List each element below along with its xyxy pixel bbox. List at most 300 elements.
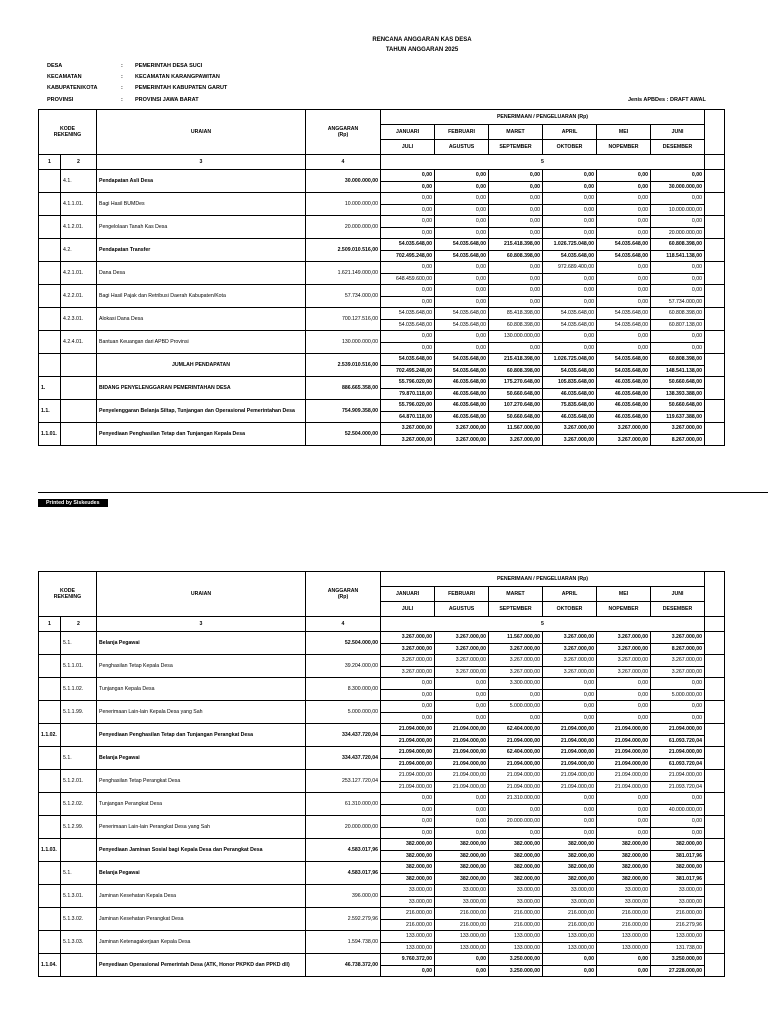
month-value-cell: 3.267.000,00 (381, 434, 435, 446)
table-row (39, 931, 725, 943)
col-kode-rekening: KODE REKENING (39, 572, 97, 617)
month-value-cell: 382.000,00 (651, 862, 705, 874)
month-value-cell: 3.267.000,00 (597, 666, 651, 678)
overflow-cell (705, 885, 725, 908)
month-value-cell: 0,00 (489, 342, 543, 354)
uraian-cell: Pendapatan Transfer (97, 239, 306, 262)
table-row (39, 193, 725, 205)
overflow-cell (705, 701, 725, 724)
month-value-cell: 0,00 (543, 678, 597, 690)
anggaran-cell: 1.621.149.000,00 (306, 262, 381, 285)
anggaran-cell: 30.000.000,00 (306, 170, 381, 193)
kode-rekening-level-2: 5.1.2.99. (61, 816, 97, 839)
month-value-cell: 21.094.000,00 (381, 735, 435, 747)
month-value-cell: 382.000,00 (597, 873, 651, 885)
anggaran-cell: 334.437.720,04 (306, 724, 381, 747)
month-value-cell: 54.035.648,00 (543, 250, 597, 262)
month-value-cell: 381.017,96 (651, 850, 705, 862)
month-value-cell: 33.000,00 (543, 896, 597, 908)
month-value-cell: 0,00 (381, 827, 435, 839)
month-value-cell: 0,00 (543, 689, 597, 701)
month-value-cell: 0,00 (597, 701, 651, 713)
anggaran-cell: 4.583.017,96 (306, 839, 381, 862)
kode-rekening-level-1: 1.1.04. (39, 954, 61, 977)
month-value-cell: 3.267.000,00 (597, 643, 651, 655)
kode-rekening-level-1: 1.1.01. (39, 423, 61, 446)
uraian-cell: Penyediaan Penghasilan Tetap dan Tunjangan Perangkat Desa (97, 724, 306, 747)
month-value-cell: 0,00 (435, 954, 489, 966)
month-value-cell: 0,00 (381, 285, 435, 297)
col-month-9: OKTOBER (543, 140, 597, 155)
month-value-cell: 0,00 (435, 816, 489, 828)
kode-rekening-level-2: 4.1. (61, 170, 97, 193)
month-value-cell: 0,00 (543, 193, 597, 205)
month-value-cell: 21.310.000,00 (489, 793, 543, 805)
month-value-cell: 21.094.000,00 (381, 781, 435, 793)
month-value-cell: 9.760.372,00 (381, 954, 435, 966)
month-value-cell: 382.000,00 (543, 862, 597, 874)
month-value-cell: 11.567.000,00 (489, 423, 543, 435)
col-anggaran: ANGGARAN (Rp) (306, 110, 381, 155)
uraian-cell: Pendapatan Asli Desa (97, 170, 306, 193)
month-value-cell: 54.035.648,00 (381, 308, 435, 320)
month-value-cell: 216.000,00 (489, 919, 543, 931)
month-value-cell: 46.035.648,00 (435, 411, 489, 423)
month-value-cell: 3.267.000,00 (435, 643, 489, 655)
month-value-cell: 21.094.000,00 (543, 770, 597, 782)
month-value-cell: 3.267.000,00 (651, 423, 705, 435)
month-value-cell: 54.035.648,00 (435, 239, 489, 251)
kode-rekening-level-1 (39, 262, 61, 285)
month-value-cell: 0,00 (435, 227, 489, 239)
table-row (39, 724, 725, 736)
month-value-cell: 21.094.000,00 (381, 758, 435, 770)
overflow-cell (705, 724, 725, 747)
anggaran-cell: 10.000.000,00 (306, 193, 381, 216)
table-row (39, 423, 725, 435)
kode-rekening-level-2: 5.1.3.02. (61, 908, 97, 931)
month-value-cell: 0,00 (543, 793, 597, 805)
month-value-cell: 46.035.648,00 (435, 377, 489, 389)
month-value-cell: 133.000,00 (489, 931, 543, 943)
budget-table-page-2 (38, 571, 725, 977)
kode-rekening-level-1 (39, 285, 61, 308)
month-value-cell: 0,00 (381, 816, 435, 828)
kode-rekening-level-2: 5.1.3.03. (61, 931, 97, 954)
month-value-cell: 0,00 (489, 193, 543, 205)
anggaran-cell: 61.310.000,00 (306, 793, 381, 816)
month-value-cell: 382.000,00 (597, 862, 651, 874)
month-value-cell: 33.000,00 (435, 896, 489, 908)
month-value-cell: 3.267.000,00 (597, 423, 651, 435)
month-value-cell: 57.734.000,00 (651, 296, 705, 308)
month-value-cell: 648.459.600,00 (381, 273, 435, 285)
month-value-cell: 0,00 (651, 816, 705, 828)
kode-rekening-level-1 (39, 239, 61, 262)
month-value-cell: 0,00 (381, 193, 435, 205)
month-value-cell: 60.808.398,00 (489, 365, 543, 377)
month-value-cell: 3.267.000,00 (543, 643, 597, 655)
month-value-cell: 0,00 (543, 204, 597, 216)
month-value-cell: 0,00 (543, 273, 597, 285)
month-value-cell: 33.000,00 (435, 885, 489, 897)
overflow-cell (705, 678, 725, 701)
anggaran-cell: 8.300.000,00 (306, 678, 381, 701)
month-value-cell: 60.808.398,00 (651, 354, 705, 366)
month-value-cell: 0,00 (489, 170, 543, 182)
meta-kecamatan: KECAMATAN : KECAMATAN KARANGPAWITAN (47, 74, 220, 80)
month-value-cell: 0,00 (597, 285, 651, 297)
kode-rekening-level-2: 5.1.2.01. (61, 770, 97, 793)
month-value-cell: 3.267.000,00 (651, 666, 705, 678)
kode-rekening-level-2: 5.1.2.02. (61, 793, 97, 816)
month-value-cell: 0,00 (597, 193, 651, 205)
month-value-cell: 75.835.648,00 (543, 400, 597, 412)
uraian-cell: Pengelolaan Tanah Kas Desa (97, 216, 306, 239)
col-month-11: DESEMBER (651, 602, 705, 617)
month-value-cell: 0,00 (435, 285, 489, 297)
month-value-cell: 62.404.000,00 (489, 724, 543, 736)
month-value-cell: 216.000,00 (543, 908, 597, 920)
month-value-cell: 382.000,00 (435, 839, 489, 851)
printed-by-label: Printed by Siskeudes (38, 499, 108, 507)
table-row (39, 954, 725, 966)
kode-rekening-level-2: 5.1. (61, 747, 97, 770)
anggaran-cell: 20.000.000,00 (306, 216, 381, 239)
report-title: RENCANA ANGGARAN KAS DESA (372, 37, 472, 43)
month-value-cell: 20.000.000,00 (489, 816, 543, 828)
anggaran-cell: 4.583.017,96 (306, 862, 381, 885)
month-value-cell: 133.000,00 (489, 942, 543, 954)
month-value-cell: 55.796.020,00 (381, 377, 435, 389)
kode-rekening-level-1 (39, 747, 61, 770)
month-value-cell: 3.267.000,00 (435, 434, 489, 446)
overflow-cell (705, 793, 725, 816)
anggaran-cell: 700.127.516,00 (306, 308, 381, 331)
month-value-cell: 0,00 (489, 216, 543, 228)
month-value-cell: 0,00 (651, 193, 705, 205)
month-value-cell: 216.000,00 (597, 908, 651, 920)
month-value-cell: 3.300.000,00 (489, 678, 543, 690)
month-value-cell: 54.035.648,00 (543, 319, 597, 331)
month-value-cell: 0,00 (651, 170, 705, 182)
table-row (39, 862, 725, 874)
overflow-cell (705, 239, 725, 262)
month-value-cell: 33.000,00 (651, 896, 705, 908)
month-value-cell: 0,00 (597, 216, 651, 228)
month-value-cell: 0,00 (597, 342, 651, 354)
month-value-cell: 21.094.000,00 (597, 758, 651, 770)
month-value-cell: 215.418.398,00 (489, 239, 543, 251)
uraian-cell: Jaminan Kesehatan Perangkat Desa (97, 908, 306, 931)
table-row (39, 701, 725, 713)
col-month-1: FEBRUARI (435, 125, 489, 140)
month-value-cell: 0,00 (651, 216, 705, 228)
anggaran-cell: 754.909.358,00 (306, 400, 381, 423)
table-row (39, 377, 725, 389)
month-value-cell: 21.094.000,00 (381, 770, 435, 782)
month-value-cell: 21.094.000,00 (381, 724, 435, 736)
month-value-cell: 46.035.648,00 (597, 388, 651, 400)
meta-desa: DESA : PEMERINTAH DESA SUCI (47, 63, 203, 69)
col-month-1: FEBRUARI (435, 587, 489, 602)
overflow-cell (705, 262, 725, 285)
month-value-cell: 0,00 (489, 262, 543, 274)
month-value-cell: 54.035.648,00 (543, 365, 597, 377)
kode-rekening-level-1 (39, 885, 61, 908)
kode-rekening-level-1 (39, 216, 61, 239)
month-value-cell: 0,00 (489, 804, 543, 816)
col-month-10: NOPEMBER (597, 602, 651, 617)
overflow-cell (705, 632, 725, 655)
month-value-cell: 133.000,00 (381, 942, 435, 954)
month-value-cell: 702.495.248,00 (381, 365, 435, 377)
month-value-cell: 130.000.000,00 (489, 331, 543, 343)
month-value-cell: 0,00 (543, 296, 597, 308)
col-month-6: JULI (381, 602, 435, 617)
month-value-cell: 0,00 (435, 193, 489, 205)
month-value-cell: 0,00 (597, 954, 651, 966)
month-value-cell: 3.267.000,00 (597, 655, 651, 667)
month-value-cell: 702.495.248,00 (381, 250, 435, 262)
anggaran-cell: 1.594.738,00 (306, 931, 381, 954)
uraian-cell: Tunjangan Kepala Desa (97, 678, 306, 701)
col-month-10: NOPEMBER (597, 140, 651, 155)
month-value-cell: 0,00 (435, 273, 489, 285)
month-value-cell: 54.035.648,00 (435, 365, 489, 377)
kode-rekening-level-2: 5.1.3.01. (61, 885, 97, 908)
jenis-apbdes: Jenis APBDes : DRAFT AWAL (628, 97, 706, 103)
month-value-cell: 3.267.000,00 (381, 632, 435, 644)
col-index-overflow (705, 617, 725, 632)
month-value-cell: 119.637.388,00 (651, 411, 705, 423)
month-value-cell: 0,00 (489, 827, 543, 839)
month-value-cell: 0,00 (597, 296, 651, 308)
month-value-cell: 0,00 (435, 712, 489, 724)
month-value-cell: 3.267.000,00 (381, 643, 435, 655)
col-month-4: MEI (597, 125, 651, 140)
month-value-cell: 46.035.648,00 (597, 377, 651, 389)
month-value-cell: 0,00 (651, 678, 705, 690)
month-value-cell: 382.000,00 (489, 862, 543, 874)
month-value-cell: 60.808.398,00 (651, 239, 705, 251)
anggaran-cell: 334.437.720,04 (306, 747, 381, 770)
month-value-cell: 21.094.000,00 (651, 770, 705, 782)
month-value-cell: 21.094.000,00 (543, 758, 597, 770)
month-value-cell: 0,00 (597, 827, 651, 839)
month-value-cell: 1.026.725.048,00 (543, 239, 597, 251)
kode-rekening-level-2: 4.1.2.01. (61, 216, 97, 239)
month-value-cell: 0,00 (435, 701, 489, 713)
overflow-cell (705, 862, 725, 885)
month-value-cell: 46.035.648,00 (435, 400, 489, 412)
month-value-cell: 0,00 (381, 678, 435, 690)
month-value-cell: 0,00 (651, 331, 705, 343)
kode-rekening-level-1 (39, 655, 61, 678)
month-value-cell: 54.035.648,00 (435, 250, 489, 262)
anggaran-cell: 57.734.000,00 (306, 285, 381, 308)
kode-rekening-level-2: 5.1.1.01. (61, 655, 97, 678)
month-value-cell: 216.000,00 (543, 919, 597, 931)
month-value-cell: 3.267.000,00 (435, 632, 489, 644)
month-value-cell: 3.250.000,00 (651, 954, 705, 966)
uraian-cell: Belanja Pegawai (97, 632, 306, 655)
month-value-cell: 0,00 (381, 262, 435, 274)
month-value-cell: 46.035.648,00 (435, 388, 489, 400)
col-index-2: 2 (61, 617, 97, 632)
col-month-4: MEI (597, 587, 651, 602)
month-value-cell: 0,00 (381, 965, 435, 977)
month-value-cell: 0,00 (435, 965, 489, 977)
month-value-cell: 216.000,00 (597, 919, 651, 931)
uraian-cell: Penyelenggaran Belanja Siltap, Tunjangan dan Operasional Pemerintahan Desa (97, 400, 306, 423)
kode-rekening-level-1 (39, 770, 61, 793)
month-value-cell: 382.000,00 (597, 850, 651, 862)
month-value-cell: 382.000,00 (543, 839, 597, 851)
col-month-8: SEPTEMBER (489, 140, 543, 155)
month-value-cell: 46.035.648,00 (543, 388, 597, 400)
month-value-cell: 216.279,96 (651, 919, 705, 931)
month-value-cell: 3.267.000,00 (489, 666, 543, 678)
month-value-cell: 0,00 (381, 216, 435, 228)
month-value-cell: 3.267.000,00 (651, 632, 705, 644)
col-month-6: JULI (381, 140, 435, 155)
month-value-cell: 20.000.000,00 (651, 227, 705, 239)
month-value-cell: 50.660.648,00 (651, 400, 705, 412)
overflow-cell (705, 193, 725, 216)
uraian-cell: Belanja Pegawai (97, 747, 306, 770)
month-value-cell: 381.017,96 (651, 873, 705, 885)
col-index-5: 5 (381, 155, 705, 170)
month-value-cell: 0,00 (435, 170, 489, 182)
month-value-cell: 0,00 (597, 331, 651, 343)
month-value-cell: 382.000,00 (435, 862, 489, 874)
month-value-cell: 382.000,00 (651, 839, 705, 851)
col-index-overflow (705, 155, 725, 170)
month-value-cell: 138.393.388,00 (651, 388, 705, 400)
month-value-cell: 175.270.648,00 (489, 377, 543, 389)
month-value-cell: 0,00 (489, 689, 543, 701)
month-value-cell: 133.000,00 (435, 931, 489, 943)
overflow-cell (705, 423, 725, 446)
month-value-cell: 0,00 (435, 331, 489, 343)
month-value-cell: 0,00 (435, 678, 489, 690)
table-row (39, 770, 725, 782)
month-value-cell: 0,00 (381, 701, 435, 713)
month-value-cell: 216.000,00 (435, 919, 489, 931)
uraian-cell: Alokasi Dana Desa (97, 308, 306, 331)
month-value-cell: 50.660.648,00 (489, 388, 543, 400)
month-value-cell: 0,00 (597, 273, 651, 285)
month-value-cell: 54.035.648,00 (543, 308, 597, 320)
month-value-cell: 54.035.648,00 (435, 354, 489, 366)
uraian-cell: Bagi Hasil BUMDes (97, 193, 306, 216)
month-value-cell: 0,00 (543, 965, 597, 977)
table-row (39, 331, 725, 343)
month-value-cell: 0,00 (597, 804, 651, 816)
month-value-cell: 50.660.648,00 (489, 411, 543, 423)
col-index-3: 3 (97, 617, 306, 632)
overflow-cell (705, 400, 725, 423)
month-value-cell: 382.000,00 (381, 862, 435, 874)
kode-rekening-level-2: 5.1. (61, 862, 97, 885)
uraian-cell: Bagi Hasil Pajak dan Retribusi Daerah Kabupaten/Kota (97, 285, 306, 308)
month-value-cell: 133.000,00 (543, 942, 597, 954)
month-value-cell: 0,00 (435, 827, 489, 839)
overflow-cell (705, 285, 725, 308)
month-value-cell: 0,00 (597, 712, 651, 724)
month-value-cell: 33.000,00 (381, 896, 435, 908)
month-value-cell: 0,00 (435, 793, 489, 805)
col-index-5: 5 (381, 617, 705, 632)
month-value-cell: 0,00 (435, 296, 489, 308)
month-value-cell: 0,00 (381, 689, 435, 701)
month-value-cell: 382.000,00 (435, 873, 489, 885)
kode-rekening-level-2: 4.2. (61, 239, 97, 262)
month-value-cell: 21.094.000,00 (543, 747, 597, 759)
month-value-cell: 46.035.648,00 (597, 400, 651, 412)
kode-rekening-level-2: 5.1. (61, 632, 97, 655)
col-month-11: DESEMBER (651, 140, 705, 155)
table-row (39, 678, 725, 690)
kode-rekening-level-2: 5.1.1.02. (61, 678, 97, 701)
month-value-cell: 21.094.000,00 (489, 781, 543, 793)
overflow-cell (705, 747, 725, 770)
col-month-8: SEPTEMBER (489, 602, 543, 617)
kode-rekening-level-1 (39, 354, 61, 377)
month-value-cell: 3.267.000,00 (597, 434, 651, 446)
overflow-cell (705, 816, 725, 839)
month-value-cell: 382.000,00 (489, 839, 543, 851)
uraian-cell: Penerimaan Lain-lain Perangkat Desa yang Sah (97, 816, 306, 839)
col-index-1: 1 (39, 617, 61, 632)
month-value-cell: 54.035.648,00 (597, 365, 651, 377)
month-value-cell: 0,00 (489, 285, 543, 297)
uraian-cell: Penyediaan Penghasilan Tetap dan Tunjangan Kepala Desa (97, 423, 306, 446)
month-value-cell: 0,00 (543, 954, 597, 966)
month-value-cell: 50.660.648,00 (651, 377, 705, 389)
kode-rekening-level-2: 4.2.4.01. (61, 331, 97, 354)
month-value-cell: 0,00 (543, 181, 597, 193)
month-value-cell: 215.418.398,00 (489, 354, 543, 366)
kode-rekening-level-1: 1.1.03. (39, 839, 61, 862)
month-value-cell: 972.689.400,00 (543, 262, 597, 274)
month-value-cell: 0,00 (651, 712, 705, 724)
month-value-cell: 382.000,00 (381, 850, 435, 862)
overflow-cell (705, 377, 725, 400)
month-value-cell: 0,00 (381, 804, 435, 816)
kode-rekening-level-2 (61, 839, 97, 862)
kode-rekening-level-2 (61, 954, 97, 977)
month-value-cell: 21.094.000,00 (597, 724, 651, 736)
col-uraian: URAIAN (97, 110, 306, 155)
month-value-cell: 382.000,00 (597, 839, 651, 851)
month-value-cell: 21.094.000,00 (543, 724, 597, 736)
month-value-cell: 60.808.398,00 (651, 308, 705, 320)
month-value-cell: 61.093.720,04 (651, 758, 705, 770)
month-value-cell: 0,00 (381, 793, 435, 805)
month-value-cell: 21.094.000,00 (543, 781, 597, 793)
month-value-cell: 0,00 (651, 273, 705, 285)
anggaran-cell: 130.000.000,00 (306, 331, 381, 354)
month-value-cell: 3.267.000,00 (435, 423, 489, 435)
month-value-cell: 62.404.000,00 (489, 747, 543, 759)
month-value-cell: 3.267.000,00 (543, 666, 597, 678)
kode-rekening-level-1: 1.1. (39, 400, 61, 423)
col-penerimaan-pengeluaran: PENERIMAAN / PENGELUARAN (Rp) (381, 110, 705, 125)
month-value-cell: 0,00 (651, 342, 705, 354)
month-value-cell: 21.094.000,00 (435, 747, 489, 759)
